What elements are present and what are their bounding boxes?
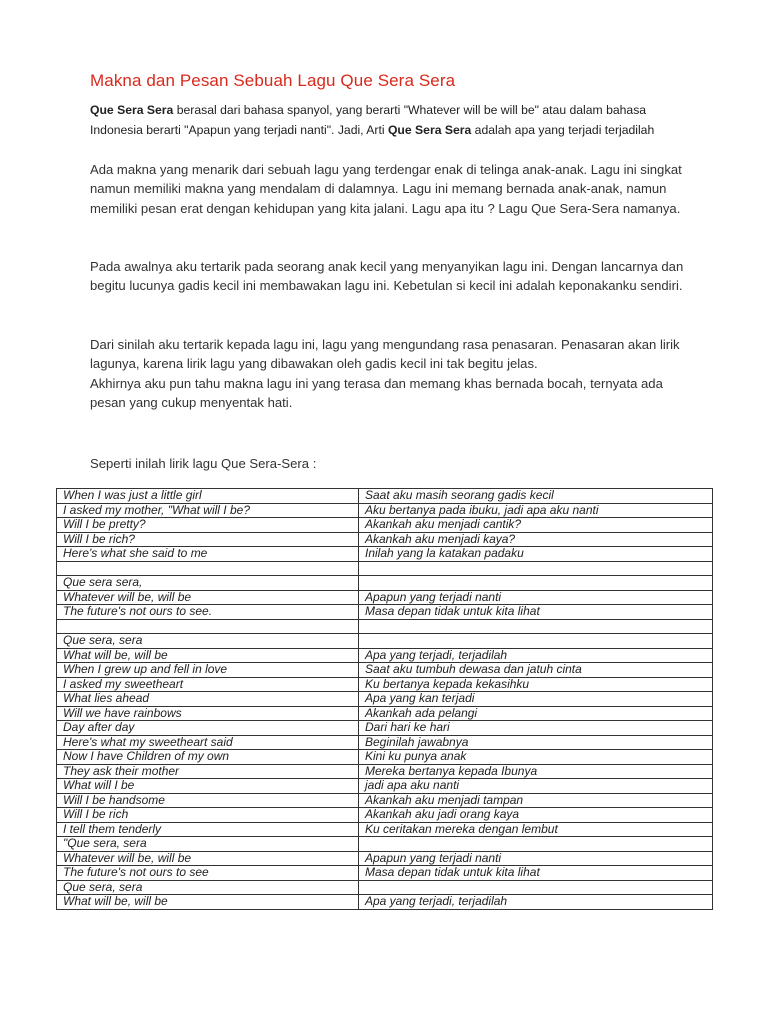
lyric-indonesian-cell: Akankah aku menjadi tampan bbox=[359, 793, 713, 808]
lyric-indonesian-cell: Mereka bertanya kepada Ibunya bbox=[359, 764, 713, 779]
lyric-indonesian-cell: Apapun yang terjadi nanti bbox=[359, 590, 713, 605]
lyric-english-cell bbox=[57, 561, 359, 576]
lyrics-row bbox=[57, 866, 713, 881]
lyric-english-cell: The future's not ours to see bbox=[57, 866, 359, 881]
lyric-english-cell: Que sera sera, bbox=[57, 576, 359, 591]
lyrics-row bbox=[57, 721, 713, 736]
lyrics-row bbox=[57, 822, 713, 837]
lyric-indonesian-cell: Apapun yang terjadi nanti bbox=[359, 851, 713, 866]
lyrics-row bbox=[57, 634, 713, 649]
lyric-english-cell: Whatever will be, will be bbox=[57, 851, 359, 866]
lyric-english-cell: Will I be rich? bbox=[57, 532, 359, 547]
lyric-english-cell: Will I be rich bbox=[57, 808, 359, 823]
lyrics-row bbox=[57, 851, 713, 866]
lyric-english-cell: When I was just a little girl bbox=[57, 489, 359, 504]
lyrics-row bbox=[57, 880, 713, 895]
lyric-english-cell: Here's what my sweetheart said bbox=[57, 735, 359, 750]
lyric-indonesian-cell: Akankah aku jadi orang kaya bbox=[359, 808, 713, 823]
lyrics-row bbox=[57, 518, 713, 533]
lyric-indonesian-cell: Aku bertanya pada ibuku, jadi apa aku nanti bbox=[359, 503, 713, 518]
lyric-indonesian-cell bbox=[359, 576, 713, 591]
lyrics-row bbox=[57, 648, 713, 663]
paragraph-2 bbox=[90, 257, 690, 296]
lyric-indonesian-cell: Akankah aku menjadi kaya? bbox=[359, 532, 713, 547]
lyrics-row bbox=[57, 532, 713, 547]
lyrics-row bbox=[57, 735, 713, 750]
lyric-english-cell: Will we have rainbows bbox=[57, 706, 359, 721]
lyrics-row bbox=[57, 547, 713, 562]
lyrics-row bbox=[57, 692, 713, 707]
lyrics-row bbox=[57, 561, 713, 576]
lyric-english-cell: Que sera, sera bbox=[57, 880, 359, 895]
paragraph-1-text: Ada makna yang menarik dari sebuah lagu yang terdengar enak di telinga anak-anak. Lagu ini singkat namun memiliki makna yang mendalam di dalamnya. Lagu ini memang bernada anak-anak, namun memiliki pesan erat dengan kehidupan yang kita jalani. Lagu apa itu ? Lagu Que Sera-Sera namanya. bbox=[90, 162, 682, 216]
lyric-english-cell: Will I be pretty? bbox=[57, 518, 359, 533]
lyric-english-cell: Whatever will be, will be bbox=[57, 590, 359, 605]
lyric-indonesian-cell: Apa yang terjadi, terjadilah bbox=[359, 895, 713, 910]
lyric-english-cell: Day after day bbox=[57, 721, 359, 736]
lyric-english-cell: What will be, will be bbox=[57, 648, 359, 663]
intro-term-1: Que Sera Sera bbox=[90, 103, 174, 117]
paragraph-2-text: Pada awalnya aku tertarik pada seorang anak kecil yang menyanyikan lagu ini. Dengan lancarnya dan begitu lucunya gadis kecil ini membawakan lagu ini. Kebetulan si kecil ini adalah keponakanku sendiri. bbox=[90, 259, 684, 294]
lyric-indonesian-cell bbox=[359, 561, 713, 576]
paragraph-3 bbox=[90, 335, 690, 413]
lyrics-row bbox=[57, 663, 713, 678]
page-title: Makna dan Pesan Sebuah Lagu Que Sera Sera bbox=[90, 71, 456, 90]
lyrics-row bbox=[57, 677, 713, 692]
intro-text-1: berasal dari bahasa spanyol, yang berarti "Whatever will be will be" atau dalam bahasa Indonesia berarti "Apapun yang terjadi nanti". Jadi, Arti bbox=[90, 103, 647, 137]
lyric-english-cell: The future's not ours to see. bbox=[57, 605, 359, 620]
lyric-indonesian-cell: Masa depan tidak untuk kita lihat bbox=[359, 605, 713, 620]
lyrics-row bbox=[57, 590, 713, 605]
lyrics-row bbox=[57, 605, 713, 620]
lyrics-row bbox=[57, 619, 713, 634]
lyrics-row bbox=[57, 706, 713, 721]
lyric-english-cell bbox=[57, 619, 359, 634]
lyric-indonesian-cell: Apa yang terjadi, terjadilah bbox=[359, 648, 713, 663]
lyrics-row bbox=[57, 503, 713, 518]
lyric-indonesian-cell bbox=[359, 880, 713, 895]
lyric-indonesian-cell bbox=[359, 634, 713, 649]
lyric-indonesian-cell: Saat aku tumbuh dewasa dan jatuh cinta bbox=[359, 663, 713, 678]
lyric-english-cell: I tell them tenderly bbox=[57, 822, 359, 837]
paragraph-3a-text: Dari sinilah aku tertarik kepada lagu ini, lagu yang mengundang rasa penasaran. Penasaran akan lirik lagunya, karena lirik lagu yang dibawakan oleh gadis kecil ini tak begitu jelas. bbox=[90, 337, 680, 372]
lyric-english-cell: What lies ahead bbox=[57, 692, 359, 707]
intro-term-2: Que Sera Sera bbox=[387, 122, 472, 137]
lyric-indonesian-cell: Dari hari ke hari bbox=[359, 721, 713, 736]
lyric-indonesian-cell: Beginilah jawabnya bbox=[359, 735, 713, 750]
lyrics-row bbox=[57, 779, 713, 794]
paragraph-3b-text: Akhirnya aku pun tahu makna lagu ini yang terasa dan memang khas bernada bocah, ternyata ada pesan yang cukup menyentak hati. bbox=[90, 375, 663, 411]
lyric-indonesian-cell: Akankah ada pelangi bbox=[359, 706, 713, 721]
lyric-english-cell: I asked my mother, "What will I be? bbox=[57, 503, 359, 518]
lyrics-table-body bbox=[57, 489, 713, 910]
paragraph-4 bbox=[90, 454, 690, 473]
lyric-indonesian-cell: jadi apa aku nanti bbox=[359, 779, 713, 794]
lyric-english-cell: What will I be bbox=[57, 779, 359, 794]
lyric-english-cell: When I grew up and fell in love bbox=[57, 663, 359, 678]
lyric-indonesian-cell: Kini ku punya anak bbox=[359, 750, 713, 765]
lyrics-row bbox=[57, 793, 713, 808]
lyric-indonesian-cell: Saat aku masih seorang gadis kecil bbox=[359, 489, 713, 504]
lyric-english-cell: Here's what she said to me bbox=[57, 547, 359, 562]
lyrics-row bbox=[57, 764, 713, 779]
lyric-english-cell: Que sera, sera bbox=[57, 634, 359, 649]
intro-text-2: adalah apa yang terjadi terjadilah bbox=[471, 122, 655, 137]
lyric-indonesian-cell: Inilah yang la katakan padaku bbox=[359, 547, 713, 562]
lyric-english-cell: Will I be handsome bbox=[57, 793, 359, 808]
lyric-english-cell: What will be, will be bbox=[57, 895, 359, 910]
lyric-indonesian-cell bbox=[359, 619, 713, 634]
lyrics-table bbox=[56, 488, 713, 910]
lyric-indonesian-cell: Apa yang kan terjadi bbox=[359, 692, 713, 707]
paragraph-4-text: Seperti inilah lirik lagu Que Sera-Sera : bbox=[90, 456, 317, 471]
lyrics-row bbox=[57, 808, 713, 823]
lyrics-row bbox=[57, 750, 713, 765]
lyric-indonesian-cell: Ku bertanya kepada kekasihku bbox=[359, 677, 713, 692]
lyric-indonesian-cell bbox=[359, 837, 713, 852]
lyric-indonesian-cell: Akankah aku menjadi cantik? bbox=[359, 518, 713, 533]
lyric-english-cell: They ask their mother bbox=[57, 764, 359, 779]
lyric-english-cell: I asked my sweetheart bbox=[57, 677, 359, 692]
lyrics-row bbox=[57, 576, 713, 591]
lyric-english-cell: Now I have Children of my own bbox=[57, 750, 359, 765]
lyric-english-cell: "Que sera, sera bbox=[57, 837, 359, 852]
intro-paragraph bbox=[90, 101, 690, 140]
lyrics-row bbox=[57, 489, 713, 504]
lyrics-row bbox=[57, 895, 713, 910]
lyrics-row bbox=[57, 837, 713, 852]
lyric-indonesian-cell: Masa depan tidak untuk kita lihat bbox=[359, 866, 713, 881]
lyric-indonesian-cell: Ku ceritakan mereka dengan lembut bbox=[359, 822, 713, 837]
paragraph-1 bbox=[90, 160, 690, 218]
